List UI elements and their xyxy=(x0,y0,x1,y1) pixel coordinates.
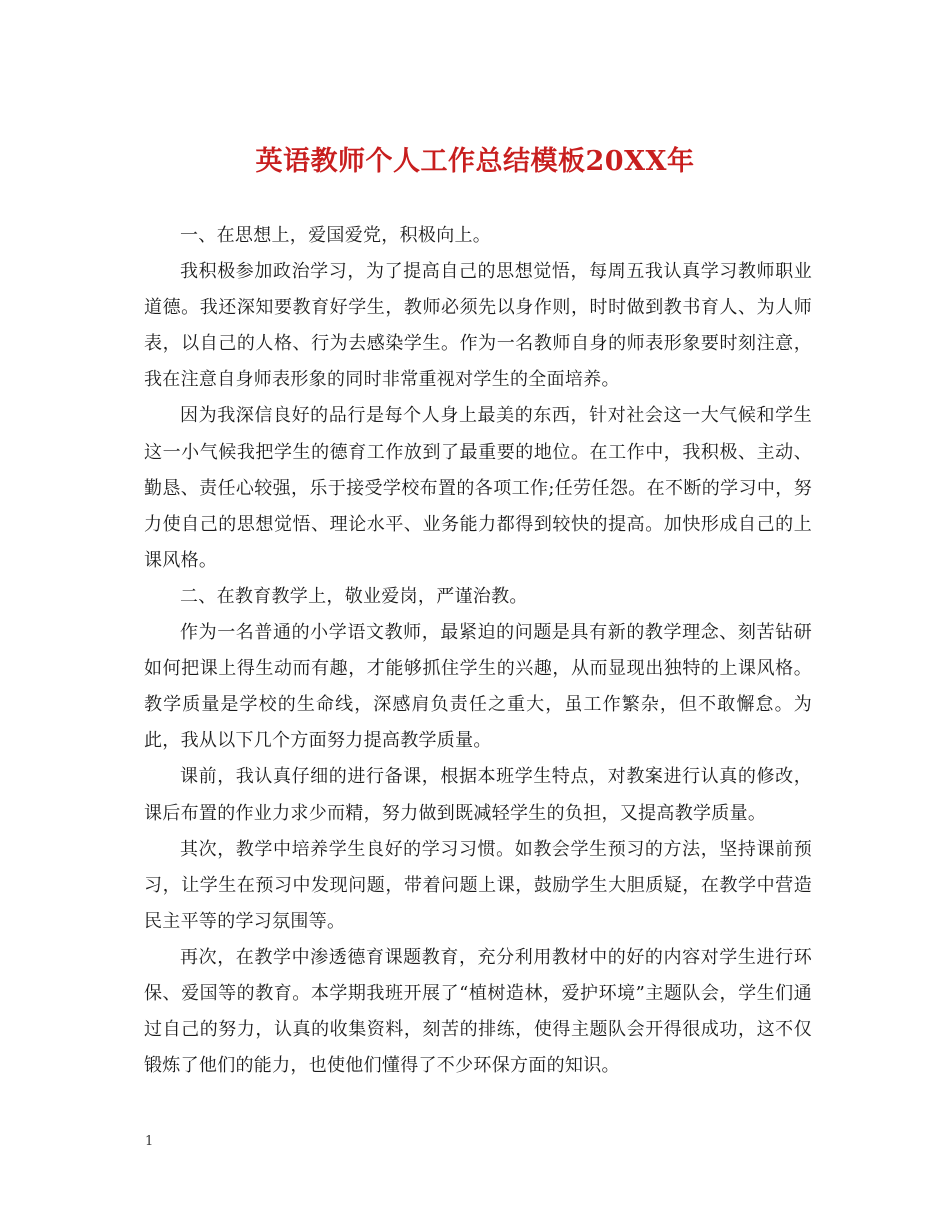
paragraph: 我积极参加政治学习，为了提高自己的思想觉悟，每周五我认真学习教师职业道德。我还深知要教育好学生，教师必须先以身作则，时时做到教书育人、为人师表，以自己的人格、行为去感染学生。作为一名教师自身的师表形象要时刻注意，我在注意自身师表形象的同时非常重视对学生的全面培养。 xyxy=(144,261,812,391)
paragraph-heading-1: 一、在思想上，爱国爱党，积极向上。 xyxy=(180,225,492,246)
paragraph: 再次，在教学中渗透德育课题教育，充分利用教材中的好的内容对学生进行环保、爱国等的教育。本学期我班开展了“植树造林，爱护环境”主题队会，学生们通过自己的努力，认真的收集资料，刻苦的排练，使得主题队会开得很成功，这不仅锻炼了他们的能力，也使他们懂得了不少环保方面的知识。 xyxy=(144,946,812,1077)
document-title: 英语教师个人工作总结模板20XX年 xyxy=(255,146,695,177)
page-number: 1 xyxy=(145,1134,154,1149)
paragraph: 课前，我认真仔细的进行备课，根据本班学生特点，对教案进行认真的修改，课后布置的作业力求少而精，努力做到既减轻学生的负担，又提高教学质量。 xyxy=(144,766,812,824)
paragraph: 作为一名普通的小学语文教师，最紧迫的问题是具有新的教学理念、刻苦钻研如何把课上得生动而有趣，才能够抓住学生的兴趣，从而显现出独特的上课风格。教学质量是学校的生命线，深感肩负责任之重大，虽工作繁杂，但不敢懈怠。为此，我从以下几个方面努力提高教学质量。 xyxy=(144,622,812,752)
paragraph: 其次，教学中培养学生良好的学习习惯。如教会学生预习的方法，坚持课前预习，让学生在预习中发现问题，带着问题上课，鼓励学生大胆质疑，在教学中营造民主平等的学习氛围等。 xyxy=(144,838,812,932)
paragraph-heading-2: 二、在教育教学上，敬业爱岗，严谨治教。 xyxy=(180,585,528,607)
paragraph: 因为我深信良好的品行是每个人身上最美的东西，针对社会这一大气候和学生这一小气候我把学生的德育工作放到了最重要的地位。在工作中，我积极、主动、勤恳、责任心较强，乐于接受学校布置的各项工作;任劳任怨。在不断的学习中，努力使自己的思想觉悟、理论水平、业务能力都得到较快的提高。加快形成自己的上课风格。 xyxy=(144,405,812,571)
document-body xyxy=(144,218,812,1084)
